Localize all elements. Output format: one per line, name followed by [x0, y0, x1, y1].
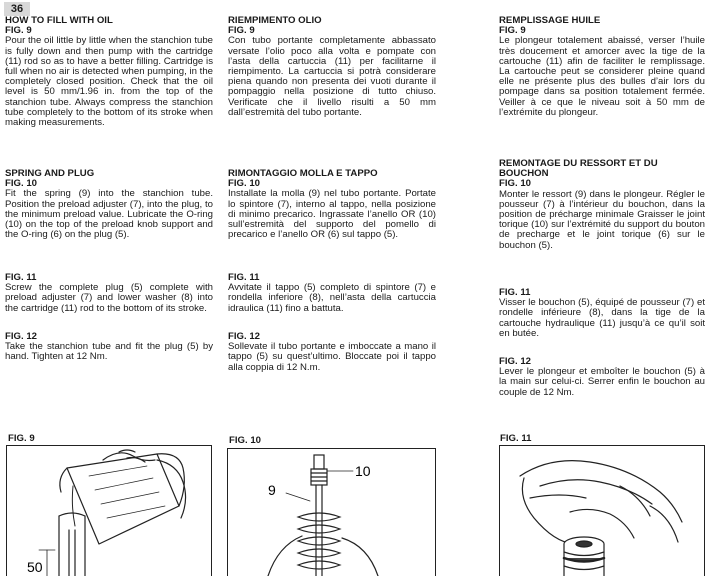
section-text: Le plongeur totalement abaissé, verser l’huile très doucement et amorcer avec la tige de la cartouche (11) afin de faciliter le remplissage. La cartouche peut se considerer pleine quand elle ne présente plus des bulles d’air lors du pompage dans sa position totalement fermée. Veiller à ce que le niveau soit à 50 mm de l’extrémite du plongeur.	[499, 35, 705, 118]
section-fig12	[228, 332, 436, 373]
section-fig: FIG. 11	[5, 272, 37, 283]
section-fig: FIG. 10	[499, 178, 531, 190]
section-text: Visser le bouchon (5), équipé de pousseur (7) et rondelle inférieure (8), dans la tige de la cartouche hydraulique (11) jusqu’à ce qu’il soit en butée.	[499, 297, 705, 339]
section-fig: FIG. 12	[5, 331, 37, 342]
section-fig: FIG. 9	[5, 25, 32, 37]
section-fig: FIG. 11	[499, 287, 531, 298]
fig10-illustration	[227, 448, 436, 576]
section-fill-oil	[228, 16, 436, 118]
section-text: Take the stanchion tube and fit the plug (5) by hand. Tighten at 12 Nm.	[5, 341, 213, 363]
section-spring-plug	[499, 159, 705, 251]
section-fig: FIG. 10	[5, 178, 37, 190]
section-fig: FIG. 10	[228, 178, 260, 190]
section-text: Pour the oil little by little when the stanchion tube is fully down and then pump with the cartridge (11) rod so as to have a better filling. Cartridge is full when no air is detected when pumping, in the completely closed position. Check that the oil level is 50 mm/1.96 in. from the top of the stanchion tube. Always compress the stanchion tube completely to the bottom of its stroke when making measurements.	[5, 35, 213, 129]
section-text: Con tubo portante completamente abbassato versate l’olio poco alla volta e pompate con l’asta della cartuccia (11) per facilitarne il riempimento. La cartuccia si potrà considerare piena quando non presenta dei vuoti durante il pompaggio nella posizione di tutto chiuso. Verificate che il livello risulti a 50 mm dall’estremità del tubo portante.	[228, 35, 436, 118]
fig9-illustration	[6, 445, 212, 576]
section-spring-plug	[5, 169, 213, 240]
section-fill-oil	[5, 16, 213, 128]
fig9-dimension-label: 50	[27, 559, 43, 575]
section-fig11	[499, 288, 705, 339]
section-fig11	[5, 273, 213, 314]
section-text: Lever le plongeur et emboîter le bouchon (5) à la main sur celui-ci. Serrer enfin le bouchon au couple de 12 Nm.	[499, 366, 705, 398]
section-fig12	[5, 332, 213, 363]
fig10-label-spring: 9	[268, 482, 276, 498]
section-spring-plug	[228, 169, 436, 240]
section-fig: FIG. 12	[499, 356, 531, 367]
section-title: HOW TO FILL WITH OIL	[5, 15, 113, 26]
section-title: REMONTAGE DU RESSORT ET DU BOUCHON	[499, 158, 658, 180]
section-text: Sollevate il tubo portante e imboccate a mano il tappo (5) su quest’ultimo. Bloccate poi il tappo alla coppia di 12 N.m.	[228, 341, 436, 373]
section-title: RIEMPIMENTO OLIO	[228, 15, 322, 26]
section-text: Screw the complete plug (5) complete with preload adjuster (7) and lower washer (8) into the cartridge (11) rod to the bottom of its stroke.	[5, 282, 213, 314]
section-title: RIMONTAGGIO MOLLA E TAPPO	[228, 168, 378, 179]
section-fig: FIG. 9	[499, 25, 526, 37]
fig9-title: FIG. 9	[8, 433, 35, 444]
page-number: 36	[4, 2, 30, 16]
fig10-label-oring: 10	[355, 463, 371, 479]
fig11-title: FIG. 11	[500, 433, 532, 444]
section-title: SPRING AND PLUG	[5, 168, 95, 179]
section-fig11	[228, 273, 436, 314]
section-fill-oil	[499, 16, 705, 118]
fig11-illustration	[499, 445, 705, 576]
section-text: Monter le ressort (9) dans le plongeur. Régler le pousseur (7) à l’intérieur du bouchon, dans la position de précharge minimale Graisser le joint torique (10) sur l’extrémité du support du bouton de precharge et le joint torique (6) sur le bouchon (5).	[499, 188, 705, 251]
section-text: Fit the spring (9) into the stanchion tube. Position the preload adjuster (7), into the plug, to the minimum preload value. Lubricate the O-ring (10) on the top of the preload knob support and the O-ring (6) on the plug (5).	[5, 188, 213, 241]
section-fig: FIG. 12	[228, 331, 260, 342]
fig10-title: FIG. 10	[229, 435, 261, 446]
section-text: Installate la molla (9) nel tubo portante. Portate lo spintore (7), interno al tappo, nella posizione di minimo precarico. Ingrassate l’anello OR (10) sull’estremità del supporto del pomello di precarico e l’anello OR (6) sul tappo (5).	[228, 188, 436, 241]
section-title: REMPLISSAGE HUILE	[499, 15, 601, 26]
section-fig12	[499, 357, 705, 398]
section-fig: FIG. 9	[228, 25, 255, 37]
section-fig: FIG. 11	[228, 272, 260, 283]
section-text: Avvitate il tappo (5) completo di spintore (7) e rondella inferiore (8), nell’asta della cartuccia idraulica (11) fino a battuta.	[228, 282, 436, 314]
